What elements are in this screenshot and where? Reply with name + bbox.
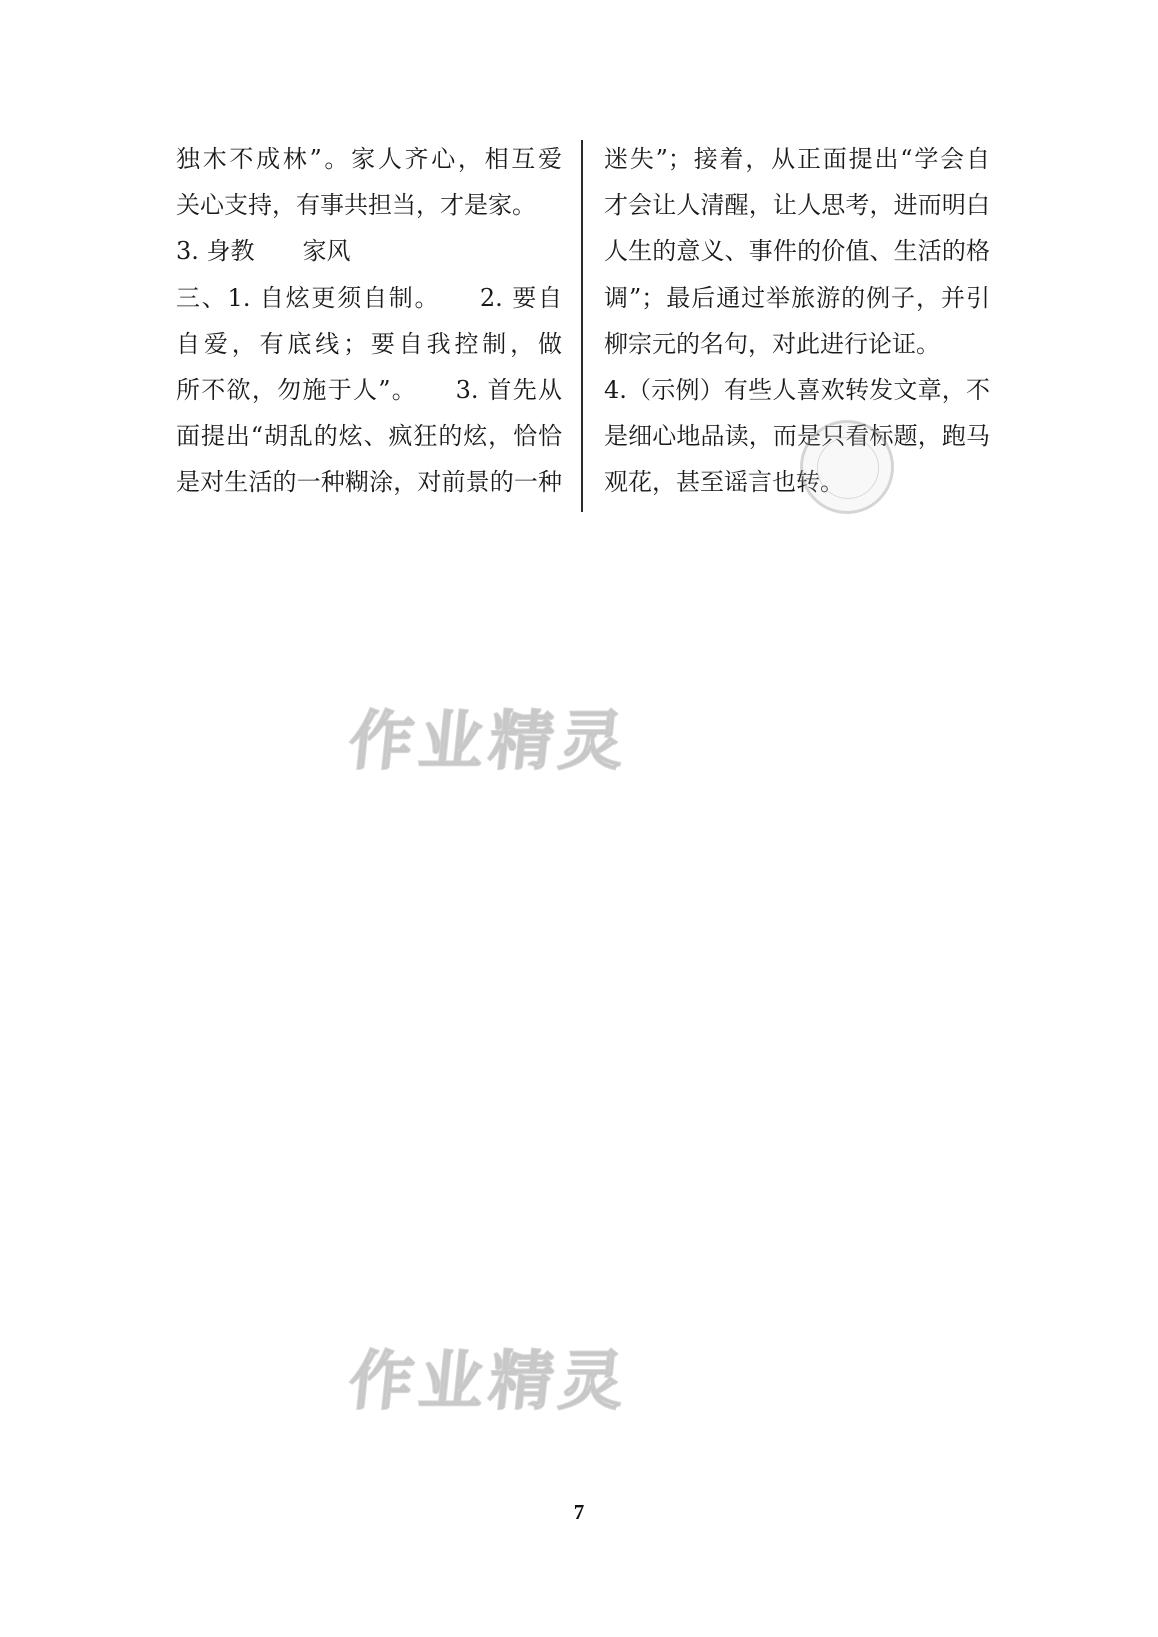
text-line: 3. 身教 家风: [176, 237, 351, 266]
text-line: 所不欲，勿施于人”。 3. 首先从: [176, 375, 562, 404]
stamp-inner-ring: [817, 437, 879, 499]
text-line: 三、1. 自炫更须自制。 2. 要自: [176, 283, 562, 312]
column-divider: [581, 140, 583, 512]
right-column: [604, 136, 990, 506]
text-line: 是对生活的一种糊涂，对前景的一种: [176, 468, 562, 497]
page-number: 7: [573, 1500, 585, 1524]
text-line: 关心支持，有事共担当，才是家。: [176, 191, 536, 220]
watermark-stamp: [800, 420, 894, 514]
text-line: 自爱，有底线；要自我控制，做: [176, 329, 562, 358]
text-line: 迷失”；接着，从正面提出“学会自: [604, 145, 990, 173]
watermark: 作业精灵: [345, 1345, 634, 1419]
text-line: 是细心地品读，而是只看标题，跑马: [604, 422, 990, 451]
watermark: 作业精灵: [345, 705, 634, 779]
text-line: 才会让人清醒，让人思考，进而明白: [604, 191, 990, 220]
text-line: 观花，甚至谣言也转。: [604, 468, 844, 497]
text-line: 面提出“胡乱的炫、疯狂的炫，恰恰: [176, 422, 562, 451]
left-column: [176, 136, 562, 506]
text-line: 独木不成林”。家人齐心，相互爱: [176, 145, 562, 173]
text-line: 柳宗元的名句，对此进行论证。: [604, 329, 940, 358]
text-line: 调”；最后通过举旅游的例子，并引: [604, 283, 990, 312]
text-line: 人生的意义、事件的价值、生活的格: [604, 237, 990, 266]
text-line: 4.（示例）有些人喜欢转发文章，不: [604, 375, 990, 404]
